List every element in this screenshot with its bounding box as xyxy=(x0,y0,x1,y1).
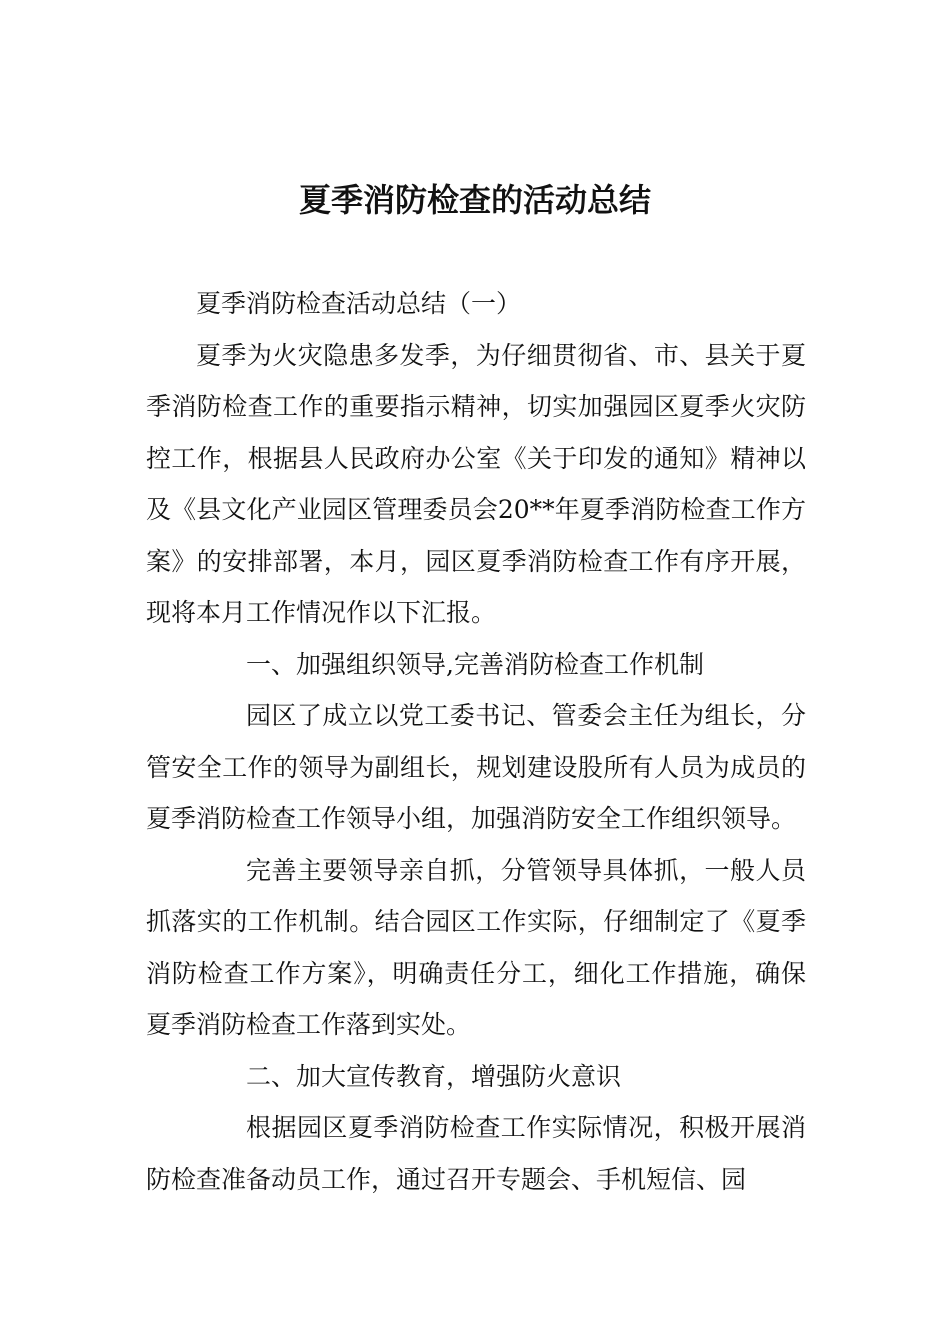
paragraph-mechanism: 完善主要领导亲自抓，分管领导具体抓，一般人员抓落实的工作机制。结合园区工作实际，仔细制定了《夏季消防检查工作方案》，明确责任分工，细化工作措施，确保夏季消防检查工作落到实处。 xyxy=(146,855,806,1039)
paragraph-intro: 夏季为火灾隐患多发季，为仔细贯彻省、市、县关于夏季消防检查工作的重要指示精神，切实加强园区夏季火灾防控工作，根据县人民政府办公室《关于印发的通知》精神以及《县文化产业园区管理委员会20**年夏季消防检查工作方案》的安排部署，本月，园区夏季消防检查工作有序开展，现将本月工作情况作以下汇报。 xyxy=(146,340,806,627)
document-body xyxy=(146,278,806,1205)
section-heading-2: 二、加大宣传教育，增强防火意识 xyxy=(246,1061,622,1091)
document-title: 夏季消防检查的活动总结 xyxy=(298,181,651,219)
paragraph-publicity: 根据园区夏季消防检查工作实际情况，积极开展消防检查准备动员工作，通过召开专题会、手机短信、园 xyxy=(146,1113,806,1194)
section-subtitle: 夏季消防检查活动总结（一） xyxy=(196,289,522,318)
paragraph-organization: 园区了成立以党工委书记、管委会主任为组长，分管安全工作的领导为副组长，规划建设股所有人员为成员的夏季消防检查工作领导小组，加强消防安全工作组织领导。 xyxy=(146,701,806,833)
section-heading-1: 一、加强组织领导,完善消防检查工作机制 xyxy=(246,649,704,679)
